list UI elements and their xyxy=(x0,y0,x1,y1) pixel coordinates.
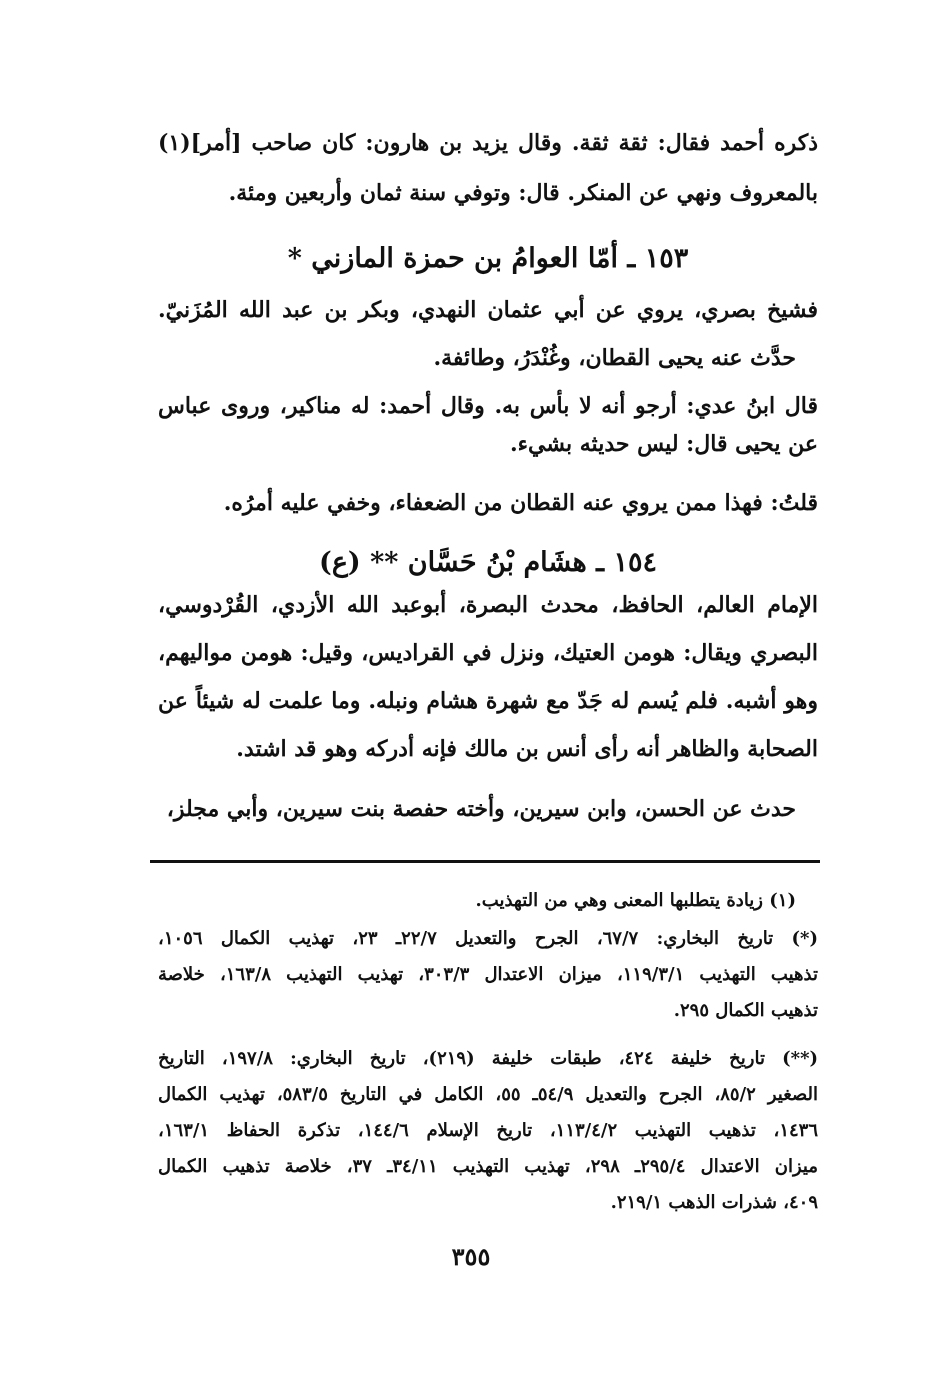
text-line: حدَّث عنه يحيى القطان، وغُنْدَرُ، وطائفة. xyxy=(433,345,796,371)
entry-153-note xyxy=(158,490,818,530)
text-line: الإمام العالم، الحافظ، محدث البصرة، أبوعبد الله الأزدي، القُرْدوسي، xyxy=(158,592,818,618)
footnote-star2-line: (**) تاريخ خليفة ٤٢٤، طبقات خليفة (٢١٩)، تاريخ البخاري: ١٩٧/٨، التاريخ xyxy=(158,1048,818,1069)
text-line: وهو أشبه. فلم يُسم له جَدّ مع شهرة هشام ونبله. وما علمت له شيئاً عن xyxy=(158,688,818,714)
footnote-star2-line: ٤٠٩، شذرات الذهب ٢١٩/١. xyxy=(610,1192,818,1213)
footnote-star2-line: ١٤٣٦، تذهيب التهذيب ١١٣/٤/٢، تاريخ الإسلام ١٤٤/٦، تذكرة الحفاظ ١٦٣/١، xyxy=(158,1120,819,1141)
page-number: ٣٥٥ xyxy=(451,1242,491,1271)
footnotes xyxy=(158,890,818,1228)
entry-152-tail xyxy=(158,130,818,230)
entry-153-quote xyxy=(158,393,818,479)
text-line: فشيخ بصري، يروي عن أبي عثمان النهدي، وبكر بن عبد الله المُزَنيّ. xyxy=(158,297,818,323)
text-line: حدث عن الحسن، وابن سيرين، وأخته حفصة بنت سيرين، وأبي مجلز، xyxy=(166,796,796,822)
entry-154-body xyxy=(158,592,818,836)
footnote-separator xyxy=(150,860,820,863)
footnote-1: (١) زيادة يتطلبها المعنى وهي من التهذيب. xyxy=(475,890,796,911)
text-line: عن يحيى قال: ليس حديثه بشيء. xyxy=(510,431,818,457)
footnote-star1-line: تذهيب التهذيب ١١٩/٣/١، ميزان الاعتدال ٣٠٣/٣، تهذيب التهذيب ١٦٣/٨، خلاصة xyxy=(158,964,818,985)
entry-153-heading: ١٥٣ ـ أمّا العوامُ بن حمزة المازني * xyxy=(287,243,689,274)
footnote-star1-line: (*) تاريخ البخاري: ٦٧/٧، الجرح والتعديل ٢٢/٧ـ ٢٣، تهذيب الكمال ١٠٥٦، xyxy=(158,928,818,949)
text-line: ذكره أحمد فقال: ثقة ثقة. وقال يزيد بن هارون: كان صاحب [أمر](١) xyxy=(158,130,818,156)
text-line: قال ابنُ عدي: أرجو أنه لا بأس به. وقال أحمد: له مناكير، وروى عباس xyxy=(158,393,818,419)
footnote-star2-line: الصغير ٨٥/٢، الجرح والتعديل ٥٤/٩ـ ٥٥، الكامل في التاريخ ٥٨٣/٥، تهذيب الكمال xyxy=(158,1084,818,1105)
footnote-star2-line: ميزان الاعتدال ٢٩٥/٤ـ ٢٩٨، تهذيب التهذيب ٣٤/١١ـ ٣٧، خلاصة تذهيب الكمال xyxy=(158,1156,818,1177)
entry-153-body xyxy=(158,297,818,393)
footnote-star1-line: تذهيب الكمال ٢٩٥. xyxy=(673,1000,818,1021)
text-line: الصحابة والظاهر أنه رأى أنس بن مالك فإنه أدركه وهو قد اشتد. xyxy=(236,736,818,762)
text-line: بالمعروف ونهي عن المنكر. قال: وتوفي سنة ثمان وأربعين ومئة. xyxy=(228,180,818,206)
text-line: قلتُ: فهذا ممن يروي عنه القطان من الضعفاء، وخفي عليه أمرُه. xyxy=(223,490,818,516)
entry-154-heading: ١٥٤ ـ هشَام بْنُ حَسَّان ** (ع) xyxy=(319,547,657,578)
text-line: البصري ويقال: هومن العتيك، ونزل في القراديس، وقيل: هومن مواليهم، xyxy=(158,640,818,666)
